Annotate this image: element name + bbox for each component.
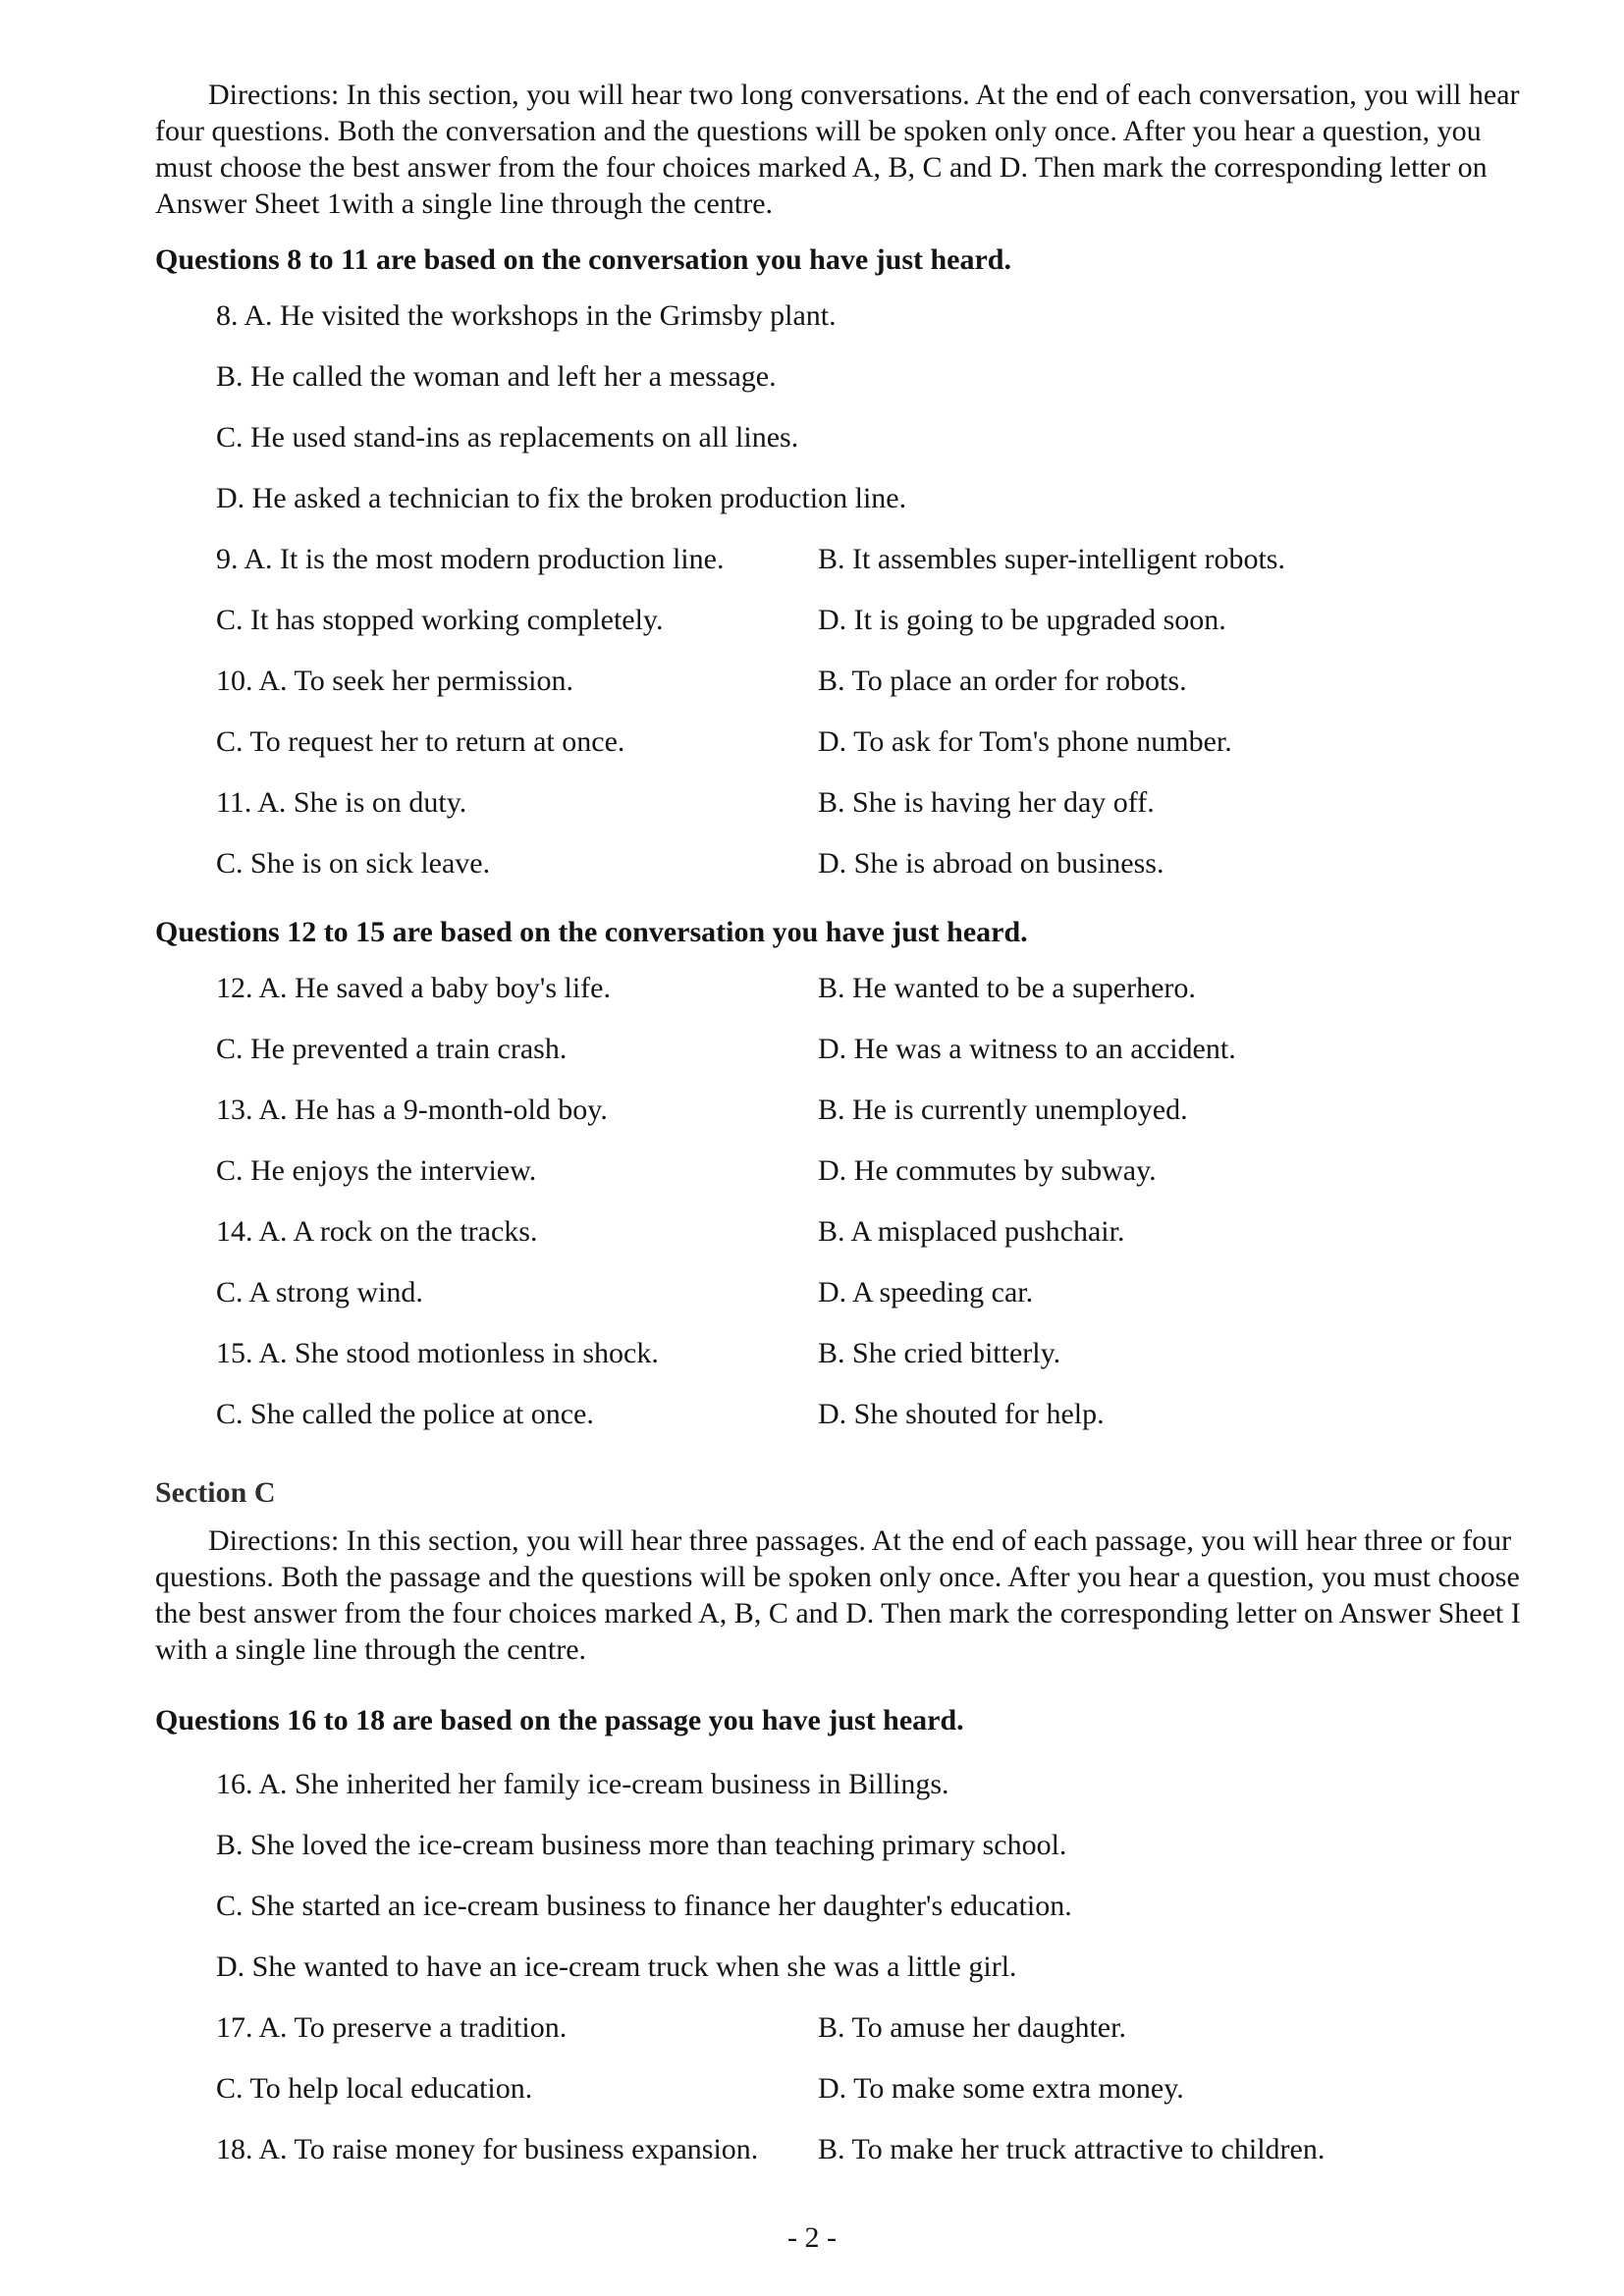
option-row bbox=[216, 468, 1526, 529]
option-text: D. It is going to be upgraded soon. bbox=[818, 604, 1226, 636]
option-text: 10. A. To seek her permission. bbox=[216, 665, 573, 697]
option-row bbox=[216, 651, 1526, 712]
option-text: 15. A. She stood motionless in shock. bbox=[216, 1337, 659, 1369]
option-row bbox=[216, 2119, 1526, 2180]
page-number: - 2 - bbox=[787, 2221, 837, 2254]
option-text: 16. A. She inherited her family ice-cream business in Billings. bbox=[216, 1768, 949, 1800]
option-text: B. She cried bitterly. bbox=[818, 1337, 1061, 1369]
option-row bbox=[216, 1998, 1526, 2058]
section-c-title: Section C bbox=[155, 1476, 276, 1509]
option-text: D. He commutes by subway. bbox=[818, 1154, 1157, 1187]
option-text: D. She shouted for help. bbox=[818, 1398, 1105, 1430]
option-text: D. He asked a technician to fix the broken production line. bbox=[216, 482, 907, 514]
option-row bbox=[216, 1815, 1526, 1876]
option-row bbox=[216, 1262, 1526, 1323]
option-text: B. To place an order for robots. bbox=[818, 665, 1187, 697]
option-text: D. He was a witness to an accident. bbox=[818, 1033, 1236, 1065]
options-block-12-15 bbox=[155, 958, 1526, 1445]
heading-questions-16-18: Questions 16 to 18 are based on the passage you have just heard. bbox=[155, 1704, 964, 1736]
option-text: C. To request her to return at once. bbox=[216, 725, 625, 758]
option-text: C. He used stand-ins as replacements on all lines. bbox=[216, 421, 799, 454]
options-block-8-11 bbox=[155, 286, 1526, 894]
option-text: B. To amuse her daughter. bbox=[818, 2011, 1126, 2044]
option-row bbox=[216, 347, 1526, 407]
option-row bbox=[216, 833, 1526, 894]
option-text: B. To make her truck attractive to children. bbox=[818, 2133, 1326, 2165]
option-text: D. To ask for Tom's phone number. bbox=[818, 725, 1232, 758]
option-row bbox=[216, 1080, 1526, 1141]
option-text: B. He called the woman and left her a message. bbox=[216, 360, 777, 393]
option-text: D. She wanted to have an ice-cream truck when she was a little girl. bbox=[216, 1950, 1017, 1983]
option-text: B. A misplaced pushchair. bbox=[818, 1215, 1125, 1248]
option-row bbox=[216, 590, 1526, 651]
section-b-directions: Directions: In this section, you will hear two long conversations. At the end of each conversation, you will hear four questions. Both the conversation and the questions will be spoken only once. After you hear a question, you must choose the best answer from the four choices marked A, B, C and D. Then mark the corresponding letter on Answer Sheet 1with a single line through the centre. bbox=[155, 79, 1520, 220]
option-row bbox=[216, 1876, 1526, 1937]
option-row bbox=[216, 2058, 1526, 2119]
option-text: C. He prevented a train crash. bbox=[216, 1033, 568, 1065]
option-row bbox=[216, 286, 1526, 347]
option-row bbox=[216, 958, 1526, 1019]
option-text: 17. A. To preserve a tradition. bbox=[216, 2011, 568, 2044]
heading-questions-8-11: Questions 8 to 11 are based on the conversation you have just heard. bbox=[155, 243, 1011, 276]
option-text: C. It has stopped working completely. bbox=[216, 604, 664, 636]
option-text: C. She started an ice-cream business to finance her daughter's education. bbox=[216, 1890, 1072, 1922]
option-row bbox=[216, 1201, 1526, 1262]
option-text: B. He wanted to be a superhero. bbox=[818, 972, 1196, 1004]
option-text: D. A speeding car. bbox=[818, 1276, 1034, 1308]
option-row bbox=[216, 1384, 1526, 1445]
option-text: B. It assembles super-intelligent robots. bbox=[818, 543, 1285, 575]
option-row bbox=[216, 773, 1526, 833]
option-text: C. She called the police at once. bbox=[216, 1398, 594, 1430]
option-text: C. A strong wind. bbox=[216, 1276, 423, 1308]
option-text: D. She is abroad on business. bbox=[818, 847, 1164, 880]
option-row bbox=[216, 1141, 1526, 1201]
option-row bbox=[216, 1323, 1526, 1384]
option-text: B. She loved the ice-cream business more than teaching primary school. bbox=[216, 1829, 1067, 1861]
heading-questions-12-15: Questions 12 to 15 are based on the conversation you have just heard. bbox=[155, 916, 1028, 948]
option-text: C. He enjoys the interview. bbox=[216, 1154, 537, 1187]
option-row bbox=[216, 529, 1526, 590]
option-row bbox=[216, 1937, 1526, 1998]
options-block-16-18 bbox=[155, 1754, 1526, 2180]
option-text: 9. A. It is the most modern production line. bbox=[216, 543, 725, 575]
option-row bbox=[216, 1019, 1526, 1080]
section-c-directions: Directions: In this section, you will hear three passages. At the end of each passage, you will hear three or four questions. Both the passage and the questions will be spoken only once. After you hear a question, you must choose the best answer from the four choices marked A, B, C and D. Then mark the corresponding letter on Answer Sheet I with a single line through the centre. bbox=[155, 1524, 1521, 1666]
option-row bbox=[216, 1754, 1526, 1815]
option-text: 8. A. He visited the workshops in the Grimsby plant. bbox=[216, 299, 837, 332]
option-text: B. He is currently unemployed. bbox=[818, 1094, 1188, 1126]
option-text: C. She is on sick leave. bbox=[216, 847, 491, 880]
option-text: 13. A. He has a 9-month-old boy. bbox=[216, 1094, 608, 1126]
option-text: D. To make some extra money. bbox=[818, 2072, 1184, 2105]
option-text: 11. A. She is on duty. bbox=[216, 786, 467, 819]
option-text: 12. A. He saved a baby boy's life. bbox=[216, 972, 611, 1004]
option-text: C. To help local education. bbox=[216, 2072, 533, 2105]
option-text: 14. A. A rock on the tracks. bbox=[216, 1215, 538, 1248]
option-row bbox=[216, 407, 1526, 468]
option-row bbox=[216, 712, 1526, 773]
option-text: 18. A. To raise money for business expansion. bbox=[216, 2133, 759, 2165]
option-text: B. She is having her day off. bbox=[818, 786, 1155, 819]
